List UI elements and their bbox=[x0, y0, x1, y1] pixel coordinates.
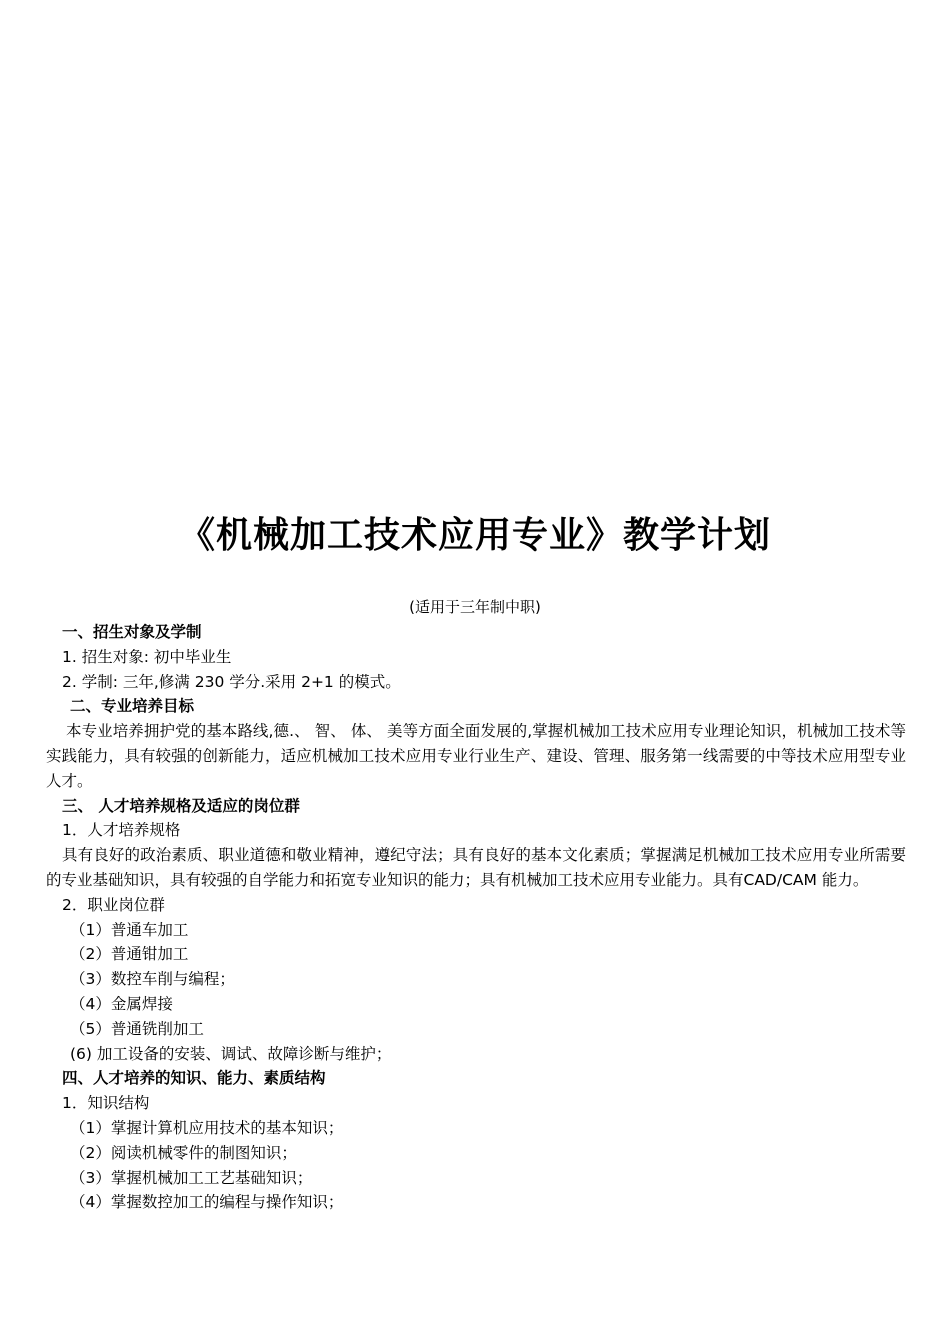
list-item: （4）掌握数控加工的编程与操作知识； bbox=[70, 1193, 344, 1212]
spec-paragraph: 具有良好的政治素质、职业道德和敬业精神，遵纪守法；具有良好的基本文化素质；掌握满足机械加工技术应用专业所需要的专业基础知识，具有较强的自学能力和拓宽专业知识的能力；具有机械加工技术应用专业能力。具有CAD/CAM 能力。 bbox=[46, 846, 906, 889]
section-heading-goals: 二、专业培养目标 bbox=[70, 697, 195, 716]
list-item: 2. 学制: 三年,修满 230 学分.采用 2+1 的模式。 bbox=[62, 672, 401, 691]
document-body bbox=[46, 620, 906, 1215]
list-item: （1）掌握计算机应用技术的基本知识； bbox=[70, 1118, 344, 1137]
list-item: （2）普通钳加工 bbox=[70, 945, 189, 964]
list-item: （1）普通车加工 bbox=[70, 920, 189, 939]
subsection-label-spec: 1．人才培养规格 bbox=[62, 821, 181, 840]
subsection-label-jobs: 2．职业岗位群 bbox=[62, 895, 165, 914]
list-item: （2）阅读机械零件的制图知识； bbox=[70, 1143, 297, 1162]
document-title: 《机械加工技术应用专业》教学计划 bbox=[178, 515, 771, 556]
section-heading-enrollment: 一、招生对象及学制 bbox=[62, 623, 202, 641]
document-subtitle: (适用于三年制中职) bbox=[409, 598, 541, 616]
subsection-label-knowledge: 1．知识结构 bbox=[62, 1094, 150, 1113]
goals-paragraph: 本专业培养拥护党的基本路线,德.、 智、 体、 美等方面全面发展的,掌握机械加工技术应用专业理论知识，机械加工技术等实践能力，具有较强的创新能力，适应机械加工技术应用专业行业生产、建设、管理、服务第一线需要的中等技术应用型专业人才。 bbox=[46, 722, 906, 790]
list-item: 1. 招生对象: 初中毕业生 bbox=[62, 647, 232, 666]
list-item: （3）掌握机械加工工艺基础知识； bbox=[70, 1168, 313, 1187]
list-item: （3）数控车削与编程； bbox=[70, 970, 235, 989]
list-item: （4）金属焊接 bbox=[70, 994, 173, 1013]
list-item: （5）普通铣削加工 bbox=[70, 1019, 204, 1038]
section-heading-talent-spec: 三、 人才培养规格及适应的岗位群 bbox=[62, 796, 300, 815]
list-item: (6) 加工设备的安装、调试、故障诊断与维护； bbox=[70, 1044, 392, 1063]
section-heading-structure: 四、人才培养的知识、能力、素质结构 bbox=[62, 1069, 326, 1088]
